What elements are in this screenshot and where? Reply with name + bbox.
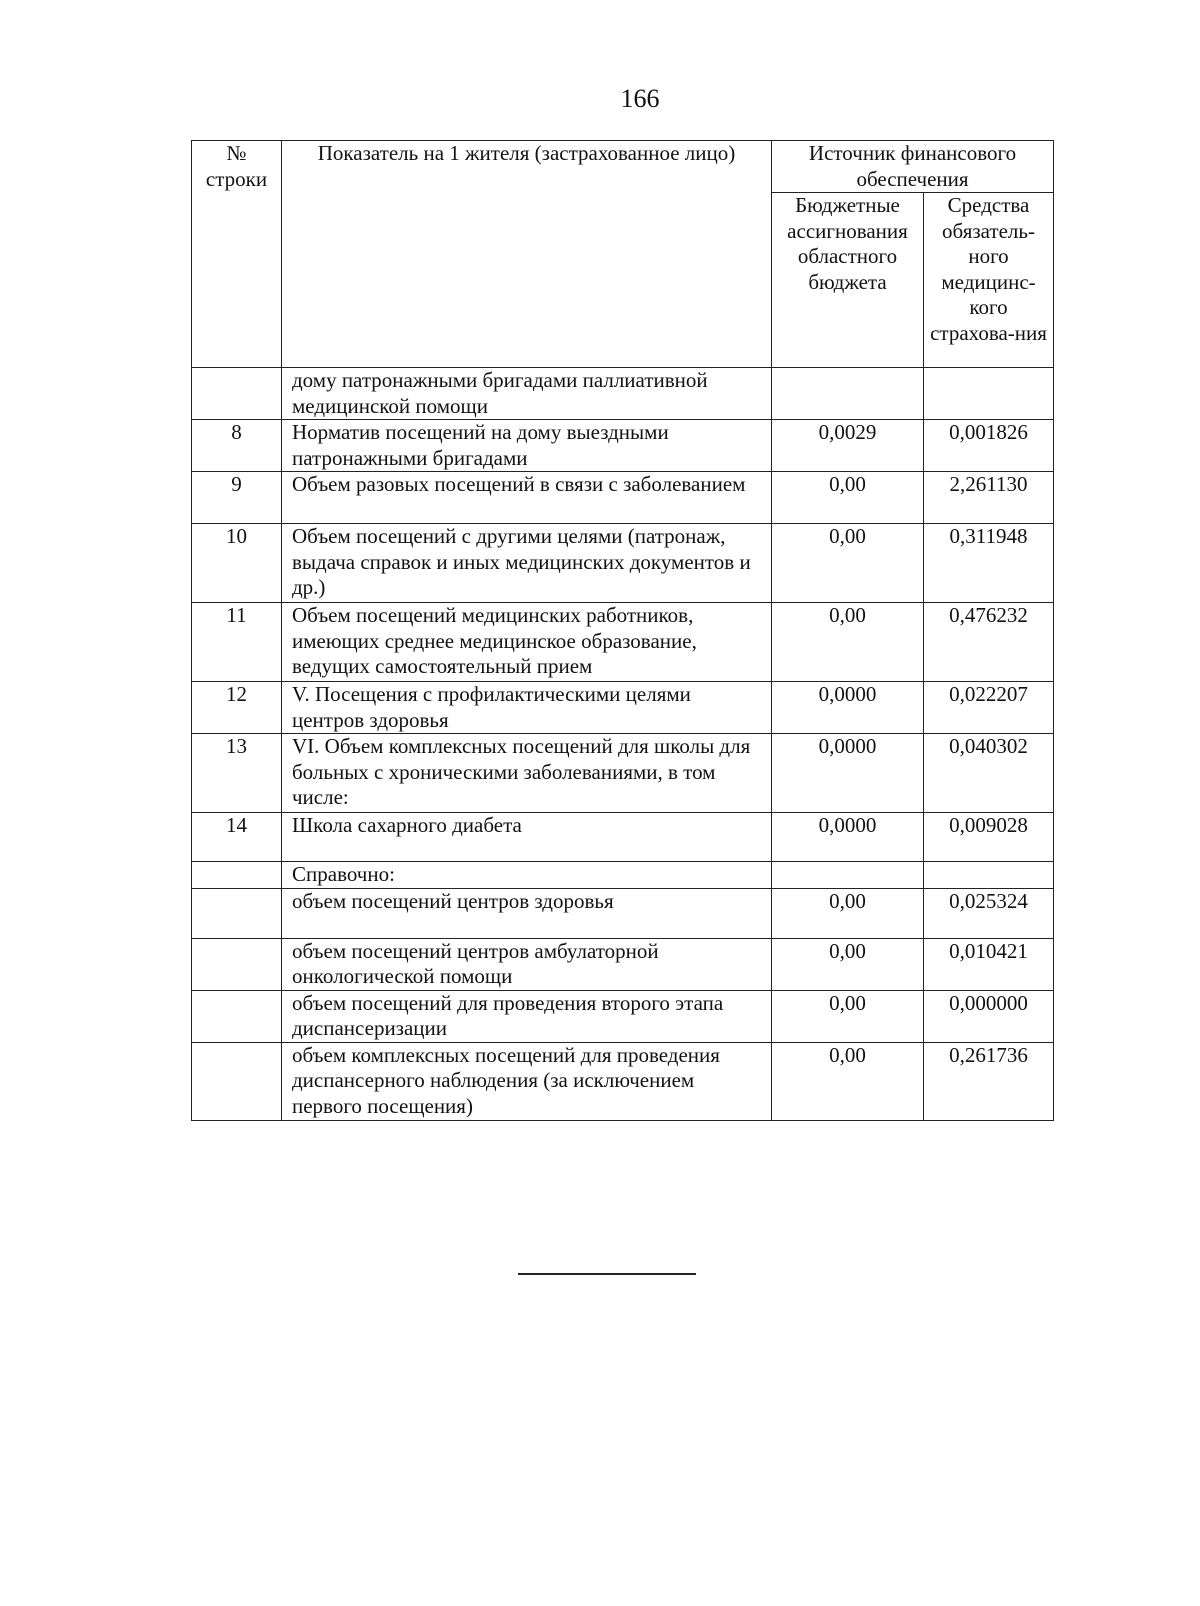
row-oms-value: 0,025324 [924,888,1054,938]
row-number [192,368,282,420]
row-indicator: объем посещений центров здоровья [282,888,772,938]
row-budget-value: 0,0000 [772,682,924,734]
row-budget-value: 0,0029 [772,420,924,472]
indicators-table [191,140,1054,1121]
row-oms-value: 0,022207 [924,682,1054,734]
row-budget-value: 0,00 [772,524,924,603]
row-budget-value: 0,00 [772,472,924,524]
row-indicator: объем посещений для проведения второго этапа диспансеризации [282,990,772,1042]
table-row [192,524,1054,603]
row-indicator: объем комплексных посещений для проведения диспансерного наблюдения (за исключением первого посещения) [282,1042,772,1120]
table-row [192,862,1054,889]
row-budget-value: 0,00 [772,603,924,682]
row-oms-value: 2,261130 [924,472,1054,524]
header-funding-source: Источник финансового обеспечения [772,141,1054,193]
row-number: 13 [192,734,282,813]
row-budget-value: 0,00 [772,1042,924,1120]
row-budget-value [772,368,924,420]
row-oms-value: 0,010421 [924,938,1054,990]
table-row [192,603,1054,682]
row-number [192,862,282,889]
row-indicator: Объем посещений медицинских работников, имеющих среднее медицинское образование, ведущих самостоятельный прием [282,603,772,682]
table-row [192,938,1054,990]
table-row [192,682,1054,734]
row-number: 10 [192,524,282,603]
row-indicator: дому патронажными бригадами паллиативной медицинской помощи [282,368,772,420]
row-indicator: Справочно: [282,862,772,889]
row-indicator: Школа сахарного диабета [282,813,772,862]
row-number [192,990,282,1042]
table-row [192,990,1054,1042]
row-oms-value: 0,040302 [924,734,1054,813]
row-oms-value [924,862,1054,889]
row-oms-value: 0,000000 [924,990,1054,1042]
row-budget-value: 0,00 [772,938,924,990]
header-indicator: Показатель на 1 жителя (застрахованное лицо) [282,141,772,368]
row-indicator: Объем разовых посещений в связи с заболеванием [282,472,772,524]
table-row [192,420,1054,472]
row-number: 9 [192,472,282,524]
row-number: 11 [192,603,282,682]
row-budget-value: 0,00 [772,888,924,938]
table-row [192,1042,1054,1120]
row-oms-value: 0,311948 [924,524,1054,603]
table-row [192,368,1054,420]
row-number: 8 [192,420,282,472]
row-budget-value: 0,0000 [772,813,924,862]
closing-separator-line [518,1273,696,1275]
page-number: 166 [620,84,660,113]
row-oms-value: 0,261736 [924,1042,1054,1120]
table-row [192,472,1054,524]
row-budget-value: 0,00 [772,990,924,1042]
row-indicator: Норматив посещений на дому выездными патронажными бригадами [282,420,772,472]
row-oms-value: 0,001826 [924,420,1054,472]
row-indicator: VI. Объем комплексных посещений для школы для больных с хроническими заболеваниями, в том числе: [282,734,772,813]
row-number: 14 [192,813,282,862]
row-oms-value: 0,009028 [924,813,1054,862]
row-indicator: Объем посещений с другими целями (патронаж, выдача справок и иных медицинских документов и др.) [282,524,772,603]
row-oms-value [924,368,1054,420]
row-number [192,888,282,938]
header-row-number: № строки [192,141,282,368]
table-row [192,888,1054,938]
header-row-1 [192,141,1054,193]
row-budget-value: 0,0000 [772,734,924,813]
row-number [192,938,282,990]
row-indicator: объем посещений центров амбулаторной онкологической помощи [282,938,772,990]
header-budget: Бюджетные ассигнования областного бюджета [772,193,924,368]
header-oms: Средства обязатель-ного медицинс-кого страхова-ния [924,193,1054,368]
table-row [192,813,1054,862]
row-indicator: V. Посещения с профилактическими целями центров здоровья [282,682,772,734]
row-number: 12 [192,682,282,734]
row-number [192,1042,282,1120]
row-oms-value: 0,476232 [924,603,1054,682]
row-budget-value [772,862,924,889]
table-row [192,734,1054,813]
